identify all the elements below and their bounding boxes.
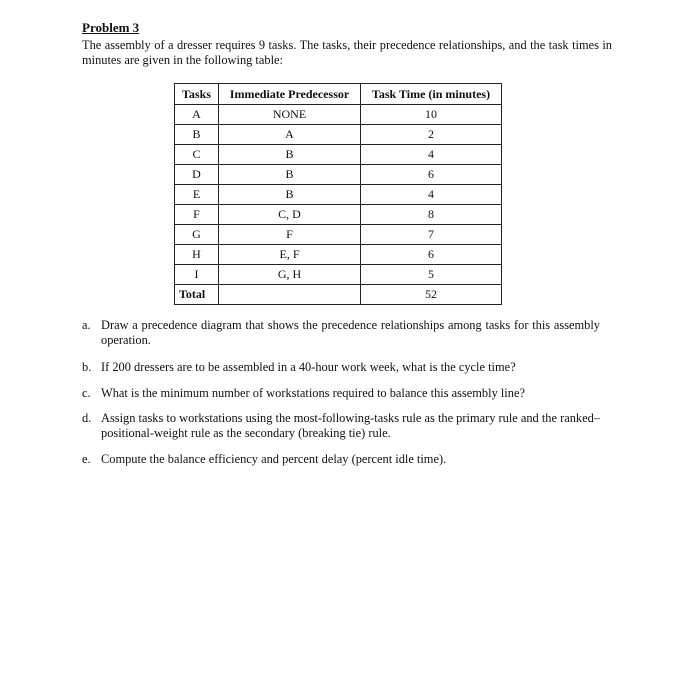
task-cell: G	[175, 225, 219, 245]
task-table	[174, 83, 502, 305]
table-total-row	[175, 285, 502, 305]
question-text: Assign tasks to workstations using the most-following-tasks rule as the primary rule and the ranked–positional-weight rule as the secondary (breaking tie) rule.	[101, 411, 600, 440]
predecessor-cell: B	[219, 185, 361, 205]
header-tasks: Tasks	[175, 84, 219, 105]
question-marker: c.	[82, 386, 91, 400]
question-item	[82, 360, 600, 375]
question-item	[82, 411, 600, 441]
total-predecessor-cell	[219, 285, 361, 305]
question-list	[82, 318, 600, 467]
task-cell: A	[175, 105, 219, 125]
task-cell: I	[175, 265, 219, 285]
predecessor-cell: C, D	[219, 205, 361, 225]
time-cell: 7	[361, 225, 502, 245]
header-predecessor: Immediate Predecessor	[219, 84, 361, 105]
question-marker: b.	[82, 360, 92, 374]
time-cell: 4	[361, 145, 502, 165]
task-cell: C	[175, 145, 219, 165]
question-item	[82, 318, 600, 348]
time-cell: 6	[361, 245, 502, 265]
time-cell: 2	[361, 125, 502, 145]
predecessor-cell: A	[219, 125, 361, 145]
table-row	[175, 165, 502, 185]
time-cell: 5	[361, 265, 502, 285]
table-header-row	[175, 84, 502, 105]
table-row	[175, 105, 502, 125]
question-item	[82, 452, 600, 467]
task-cell: B	[175, 125, 219, 145]
predecessor-cell: G, H	[219, 265, 361, 285]
task-cell: F	[175, 205, 219, 225]
predecessor-cell: B	[219, 165, 361, 185]
table-row	[175, 225, 502, 245]
question-marker: d.	[82, 411, 92, 425]
table-row	[175, 205, 502, 225]
time-cell: 10	[361, 105, 502, 125]
question-item	[82, 386, 600, 401]
question-text: Draw a precedence diagram that shows the precedence relationships among tasks for this assembly operation.	[101, 318, 600, 347]
predecessor-cell: E, F	[219, 245, 361, 265]
table-row	[175, 145, 502, 165]
question-text: What is the minimum number of workstations required to balance this assembly line?	[101, 386, 525, 400]
time-cell: 6	[361, 165, 502, 185]
task-cell: D	[175, 165, 219, 185]
table-row	[175, 265, 502, 285]
time-cell: 8	[361, 205, 502, 225]
header-time: Task Time (in minutes)	[361, 84, 502, 105]
time-cell: 4	[361, 185, 502, 205]
question-marker: a.	[82, 318, 91, 332]
predecessor-cell: B	[219, 145, 361, 165]
problem-intro: The assembly of a dresser requires 9 tasks. The tasks, their precedence relationships, and the task times in minutes are given in the following table:	[82, 38, 612, 67]
predecessor-cell: NONE	[219, 105, 361, 125]
table-row	[175, 185, 502, 205]
total-time-cell: 52	[361, 285, 502, 305]
predecessor-cell: F	[219, 225, 361, 245]
task-cell: H	[175, 245, 219, 265]
problem-title: Problem 3	[82, 20, 140, 35]
total-label: Total	[175, 285, 219, 305]
question-text: Compute the balance efficiency and percent delay (percent idle time).	[101, 452, 447, 466]
table-row	[175, 125, 502, 145]
task-cell: E	[175, 185, 219, 205]
question-text: If 200 dressers are to be assembled in a 40-hour work week, what is the cycle time?	[101, 360, 516, 374]
table-row	[175, 245, 502, 265]
question-marker: e.	[82, 452, 91, 466]
